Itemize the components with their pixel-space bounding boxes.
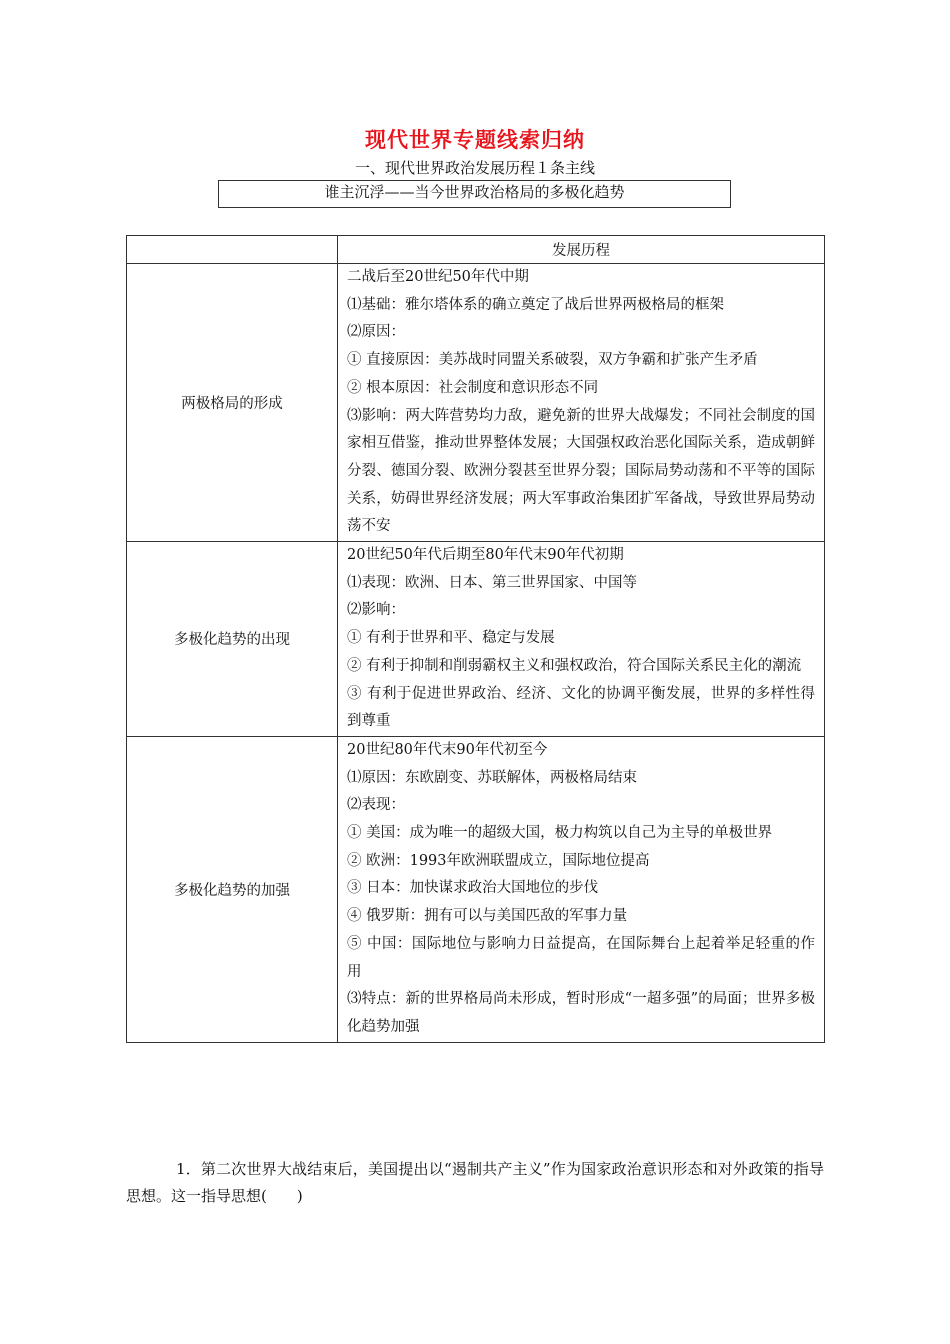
content-line: ① 美国：成为唯一的超级大国，极力构筑以自己为主导的单极世界 xyxy=(347,825,773,842)
development-table xyxy=(126,235,825,1043)
table-header-row xyxy=(127,236,825,264)
content-line: ⑤ 中国：国际地位与影响力日益提高，在国际舞台上起着举足轻重的作用 xyxy=(347,935,815,980)
document-title: 现代世界专题线索归纳 xyxy=(365,128,585,152)
row-label-multipolar-strengthening: 多极化趋势的加强 xyxy=(127,736,338,1042)
content-line: ⑶特点：新的世界格局尚未形成，暂时形成“一超多强”的局面；世界多极化趋势加强 xyxy=(347,991,815,1035)
content-line: 20世纪80年代末90年代初至今 xyxy=(347,741,548,758)
row-label-bipolar-formation: 两极格局的形成 xyxy=(127,264,338,542)
content-line: ① 直接原因：美苏战时同盟关系破裂，双方争霸和扩张产生矛盾 xyxy=(347,352,758,369)
row-content xyxy=(338,736,825,1042)
content-line: ④ 俄罗斯：拥有可以与美国匹敌的军事力量 xyxy=(347,908,628,925)
content-line: ⑶影响：两大阵营势均力敌，避免新的世界大战爆发；不同社会制度的国家相互借鉴，推动世界整体发展；大国强权政治恶化国际关系，造成朝鲜分裂、德国分裂、欧洲分裂甚至世界分裂；国际局势动荡和不平等的国际关系，妨碍世界经济发展；两大军事政治集团扩军备战，导致世界局势动荡不安 xyxy=(347,407,815,535)
content-line: ⑴基础：雅尔塔体系的确立奠定了战后世界两极格局的框架 xyxy=(347,296,724,313)
table-row xyxy=(127,542,825,737)
content-line: ⑵影响： xyxy=(347,602,405,619)
header-blank-cell xyxy=(127,236,338,264)
content-line: 二战后至20世纪50年代中期 xyxy=(347,269,529,285)
row-label-multipolar-emergence: 多极化趋势的出现 xyxy=(127,542,338,737)
content-line: ② 欧洲：1993年欧洲联盟成立，国际地位提高 xyxy=(347,852,650,869)
table-row xyxy=(127,264,825,542)
content-line: ⑵原因： xyxy=(347,324,405,341)
content-line: ⑴原因：东欧剧变、苏联解体，两极格局结束 xyxy=(347,769,637,786)
theme-box: 谁主沉浮——当今世界政治格局的多极化趋势 xyxy=(218,180,731,208)
header-development-cell: 发展历程 xyxy=(338,236,825,264)
section-heading: 一、现代世界政治发展历程１条主线 xyxy=(354,159,595,177)
row-content xyxy=(338,542,825,737)
content-line: ② 根本原因：社会制度和意识形态不同 xyxy=(347,379,599,396)
question-1: 1．第二次世界大战结束后，美国提出以“遏制共产主义”作为国家政治意识形态和对外政策的指导思想。这一指导思想( ) xyxy=(126,1160,824,1205)
content-line: 20世纪50年代后期至80年代末90年代初期 xyxy=(347,547,624,564)
content-line: ⑵表现： xyxy=(347,797,405,814)
content-line: ③ 有利于促进世界政治、经济、文化的协调平衡发展，世界的多样性得到尊重 xyxy=(347,685,815,730)
row-content xyxy=(338,264,825,542)
table-row xyxy=(127,736,825,1042)
content-line: ③ 日本：加快谋求政治大国地位的步伐 xyxy=(347,880,599,897)
content-line: ② 有利于抑制和削弱霸权主义和强权政治，符合国际关系民主化的潮流 xyxy=(347,657,802,674)
content-line: ⑴表现：欧洲、日本、第三世界国家、中国等 xyxy=(347,574,637,591)
content-line: ① 有利于世界和平、稳定与发展 xyxy=(347,630,555,647)
